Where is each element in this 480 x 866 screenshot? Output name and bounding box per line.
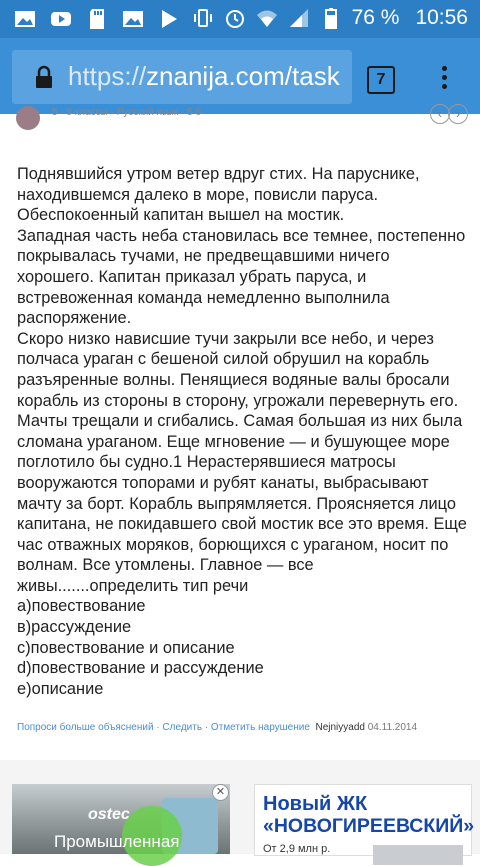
status-bar xyxy=(0,0,480,38)
url-scheme: https:// xyxy=(68,61,147,91)
question-subject-meta: 5 - 9 классы · Русский язык · 5 б xyxy=(52,107,202,118)
youtube-icon xyxy=(50,8,72,30)
chevron-right-icon[interactable]: › xyxy=(448,104,468,124)
battery-icon xyxy=(320,7,342,29)
question-body xyxy=(17,164,467,699)
answer-option: d)повествование и рассуждение xyxy=(17,659,264,678)
sd-card-icon xyxy=(86,8,108,30)
overflow-menu-icon[interactable] xyxy=(440,66,448,94)
question-paragraph: Скоро низко нависшие тучи закрыли все небо, и через полчаса ураган с бешеной силой обрушил на корабль разъяренные волны. Пенящиеся водяные валы бросали корабль из стороны в сторону, угрожали перевернуть его. Мачты трещали и сгибались. Самая большая из них была сломана ураганом. Еще мгновение — и бушующее море поглотило бы судно.1 Нерастерявшиеся матросы вооружаются топорами и рубят канаты, выбрасывают мачту за борт. Корабль выпрямляется. Проясняется лицо капитана, не покидавшего свой мостик все это время. Еще час отважных моряков, борющихся с ураганом, носит по волнам. Все утомлены. Главное — все живы.......определить тип речи xyxy=(17,329,467,595)
gallery-icon xyxy=(122,8,144,30)
answer-option: в)рассуждение xyxy=(17,618,132,637)
tab-switcher-button[interactable]: 7 xyxy=(367,66,395,94)
report-link[interactable]: Отметить нарушение xyxy=(210,722,310,733)
question-paragraph: Поднявшийся утром ветер вдруг стих. На паруснике, находившемся далеко в море, повисли паруса. Обеспокоенный капитан вышел на мостик. xyxy=(17,165,420,225)
question-paragraph: Западная часть неба становилась все темнее, постепенно покрывалась тучами, не предвещавшими ничего хорошего. Капитан приказал убрать паруса, и встревоженная команда немедленно выполнила распоряжение. xyxy=(17,226,466,328)
ask-more-link[interactable]: Попроси больше объяснений xyxy=(17,722,154,733)
ad-price: От 2,9 млн р. xyxy=(263,843,331,855)
ad-banner-right[interactable] xyxy=(254,784,475,856)
battery-percent: 76 % xyxy=(351,6,400,29)
answer-option: а)повествование xyxy=(17,597,146,616)
avatar[interactable] xyxy=(16,106,40,130)
ad-title: Новый ЖК xyxy=(263,793,368,815)
ad-logo: ostec xyxy=(88,806,130,823)
address-bar[interactable] xyxy=(12,50,352,104)
separator: · xyxy=(156,722,163,733)
clock: 10:56 xyxy=(415,6,468,29)
url-text[interactable] xyxy=(68,61,340,92)
answer-option: е)описание xyxy=(17,679,104,698)
ad-caption: Промышленная xyxy=(54,832,180,851)
follow-link[interactable]: Следить xyxy=(162,722,203,733)
ad-banner-left[interactable] xyxy=(12,784,230,854)
ad-building-image xyxy=(373,845,463,865)
lock-icon xyxy=(34,66,54,88)
question-actions xyxy=(17,722,417,733)
play-store-icon xyxy=(158,8,180,30)
ad-area xyxy=(0,760,480,854)
post-date: 04.11.2014 xyxy=(367,722,418,733)
answer-option: с)повествование и описание xyxy=(17,638,235,657)
browser-toolbar xyxy=(0,38,480,114)
vibrate-icon xyxy=(192,7,214,29)
gallery-icon xyxy=(14,8,36,30)
signal-icon xyxy=(288,7,310,29)
close-icon[interactable]: ✕ xyxy=(212,784,229,801)
wifi-icon xyxy=(256,7,278,29)
question-meta-row xyxy=(0,107,480,134)
alarm-icon xyxy=(224,7,246,29)
url-host: znanija.com/task xyxy=(146,61,340,91)
separator: · xyxy=(204,722,211,733)
chevron-left-icon[interactable]: ‹ xyxy=(430,104,450,124)
ad-subtitle: «НОВОГИРЕЕВСКИЙ» xyxy=(263,815,475,837)
author-name[interactable]: Nejniyyadd xyxy=(315,722,365,733)
